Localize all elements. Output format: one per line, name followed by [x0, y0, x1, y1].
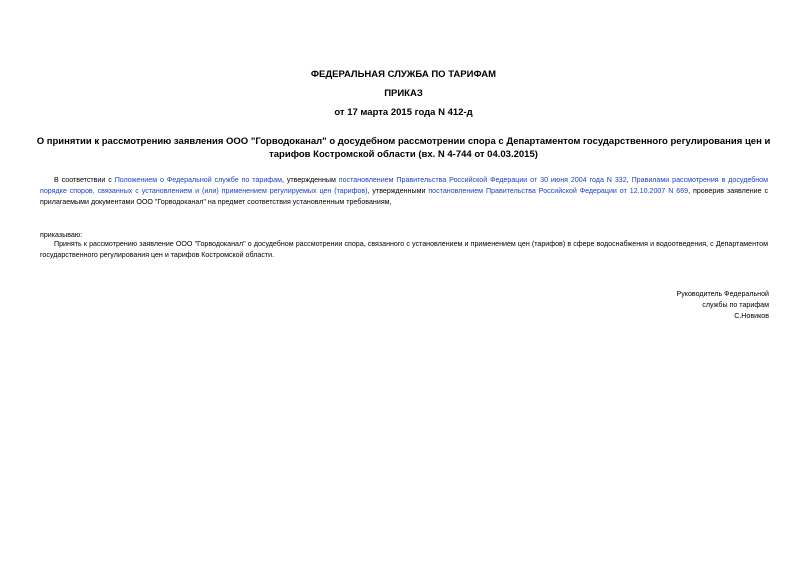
signature-name: С.Новиков	[734, 312, 769, 321]
basis-text-1: В соответствии с	[54, 176, 115, 184]
document-date-number: от 17 марта 2015 года N 412-д	[334, 107, 473, 118]
decision-paragraph: Принять к рассмотрению заявление ООО "Горводоканал" о досудебном рассмотрении спора, связанного с установлением и применением цен (тарифов) в сфере водоснабжения и водоотведения, с Департаментом государственного регулирования цен и тарифов Костромской области.	[40, 240, 768, 260]
link-resolution-669[interactable]: постановлением Правительства Российской Федерации от 12.10.2007 N 669	[428, 187, 689, 196]
link-fst-regulation[interactable]: Положением о Федеральной службе по тарифам	[114, 176, 282, 184]
agency-name: ФЕДЕРАЛЬНАЯ СЛУЖБА ПО ТАРИФАМ	[310, 69, 497, 80]
signature-block	[677, 289, 770, 323]
basis-text-5: , проверив заявление с прилагаемыми документами ООО "Горводоканал" на предмет соответствия установленным требованиям,	[40, 187, 769, 207]
basis-text-2: , утвержденным	[281, 176, 339, 184]
document-title: О принятии к рассмотрению заявления ООО "Горводоканал" о досудебном рассмотрении спора с Департаментом государственного регулирования цен и тарифов Костромской области (вх. N 4-744 от 04.03.2015)	[36, 136, 771, 160]
signature-position-line-2: службы по тарифам	[702, 301, 769, 310]
basis-text-4: , утвержденными	[367, 187, 429, 196]
document-type: ПРИКАЗ	[384, 88, 423, 99]
signature-position-line-1: Руководитель Федеральной	[676, 290, 769, 298]
basis-text-3: ,	[626, 176, 632, 184]
link-resolution-332[interactable]: постановлением Правительства Российской Федерации от 30 июня 2004 года N 332	[338, 176, 627, 184]
basis-paragraph	[40, 175, 768, 209]
link-dispute-rules[interactable]: Правилами рассмотрения в досудебном порядке споров, связанных с установлением и (или) применением регулируемых цен (тарифов)	[40, 176, 768, 196]
orders-label: приказываю:	[40, 231, 83, 239]
